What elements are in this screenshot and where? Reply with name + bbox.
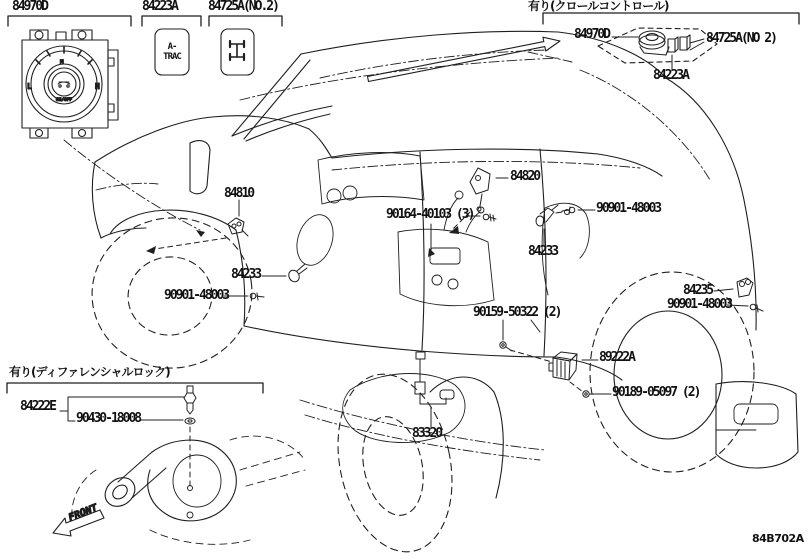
part-label-90901-b[interactable]: 90901-48003: [164, 288, 229, 303]
computer-89222a-icon: [549, 352, 577, 380]
speed-sensor-84233-icon-b: [536, 205, 558, 226]
crawl-control-panel-illustration: [598, 28, 717, 69]
screw-90164-icon: [483, 214, 496, 221]
part-label-90159[interactable]: 90159-50322 (2): [473, 305, 561, 320]
diff-lock-sensor-icon: [184, 386, 196, 414]
part-label-84235[interactable]: 84235: [683, 283, 713, 298]
part-label-90189[interactable]: 90189-05097 (2): [612, 385, 700, 400]
part-label-90164[interactable]: 90164-40103 (3): [386, 207, 474, 222]
transfer-button-illustration: [221, 29, 254, 75]
part-label-atrac-switch[interactable]: 84223A: [142, 0, 177, 14]
part-label-84222e[interactable]: 84222E: [20, 399, 55, 414]
part-label-84810[interactable]: 84810: [224, 186, 254, 201]
part-label-84233-b[interactable]: 84233: [528, 244, 558, 259]
atrac-button-line2: TRAC: [163, 52, 181, 62]
part-label-83320[interactable]: 83320: [412, 426, 442, 441]
part-label-89222a[interactable]: 89222A: [599, 350, 634, 365]
part-label-90901-a[interactable]: 90901-48003: [596, 201, 661, 216]
rear-wheel: [322, 364, 467, 560]
four-wheel-drive-icon: [230, 41, 244, 60]
part-label-crawl-transfer-switch[interactable]: 84725A(NO 2): [706, 31, 776, 46]
leader-arrowhead: [196, 230, 205, 237]
dial-high-label: H: [95, 82, 100, 91]
part-label-combination-switch[interactable]: 84970D: [12, 0, 47, 14]
fuel-sender-83320-icon: [415, 352, 454, 404]
crawl-control-title: 有り(クロールコントロール): [528, 0, 669, 13]
atrac-button-line1: A-: [167, 42, 177, 52]
part-label-transfer-switch[interactable]: 84725A(NO.2): [208, 0, 278, 14]
speed-sensor-84233-icon-a: [287, 264, 307, 284]
speed-sensor-84235-icon: [737, 278, 753, 297]
dial-onoff-label: ON/OFF: [55, 98, 73, 103]
bolt-90189-icon: [583, 391, 589, 397]
front-marker-label: FRONT: [67, 502, 100, 524]
vehicle-illustration: [92, 27, 798, 498]
gasket-icon: [185, 418, 195, 424]
dial-low-label: L: [27, 82, 32, 91]
diff-lock-title: 有り(ディファレンシャルロック): [9, 365, 170, 379]
part-label-84820[interactable]: 84820: [510, 169, 540, 184]
part-label-90901-c[interactable]: 90901-48003: [667, 297, 732, 312]
part-label-crawl-atrac-switch[interactable]: 84223A: [653, 68, 688, 83]
part-label-crawl-combination-switch[interactable]: 84970D: [574, 27, 609, 42]
dial-mid-label: M: [60, 59, 64, 66]
combination-switch-illustration: [22, 30, 118, 138]
part-label-84233-a[interactable]: 84233: [231, 267, 261, 282]
atrac-button-text: [155, 42, 189, 62]
figure-code: 84B702A: [752, 532, 804, 545]
height-sensor-rear-icon: [470, 168, 490, 211]
part-label-90430[interactable]: 90430-18008: [76, 411, 141, 426]
